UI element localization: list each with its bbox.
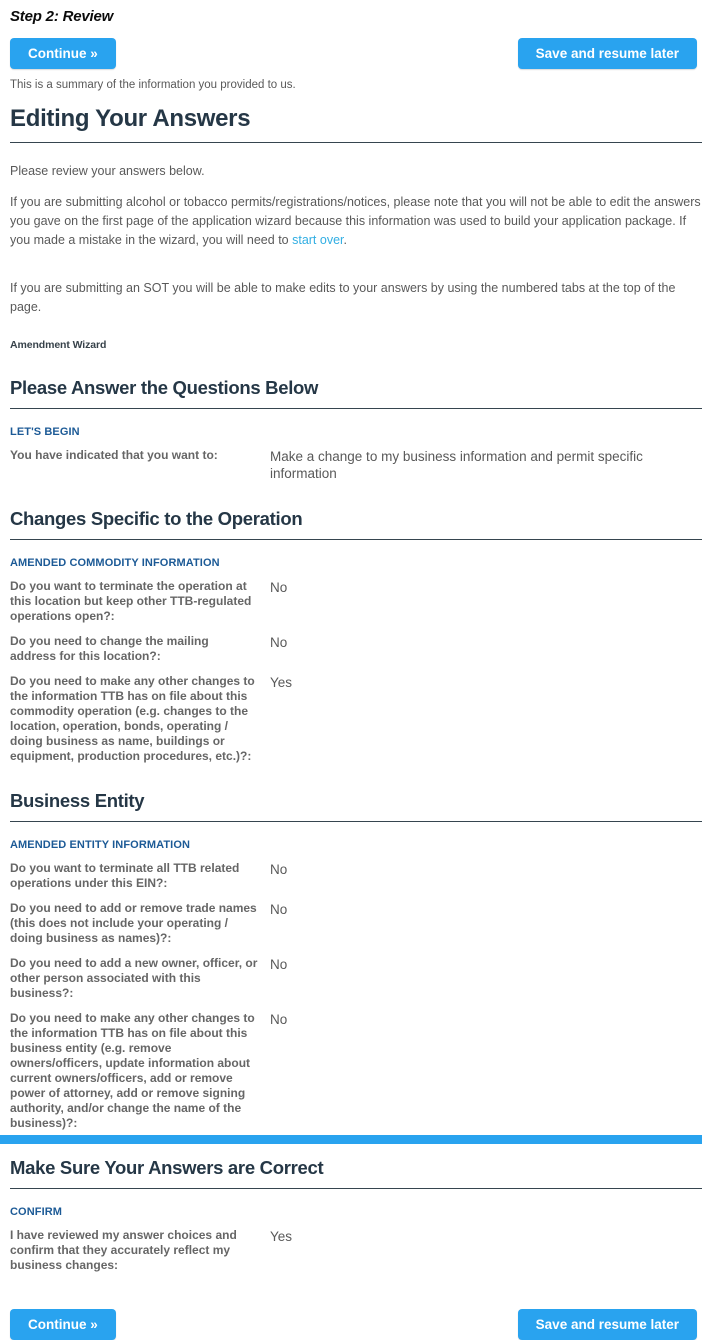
sot-paragraph: If you are submitting an SOT you will be able to make edits to your answers by using the numbered tabs at the top of the page. xyxy=(10,281,676,314)
answer-value: No xyxy=(270,580,288,595)
qa-row xyxy=(10,1228,697,1273)
title-divider xyxy=(10,142,702,143)
section-divider xyxy=(10,408,702,409)
answer-value: Yes xyxy=(270,1229,293,1244)
question-label: Do you need to add a new owner, officer, or other person associated with this business?: xyxy=(10,956,258,1000)
question-label: Do you need to make any other changes to the information TTB has on file about this business entity (e.g. remove owners/officers, update information about current owners/officers, add or remove power of attorney, add or remove signing authority, and/or change the name of the business)?: xyxy=(10,1011,255,1130)
summary-note: This is a summary of the information you provided to us. xyxy=(10,79,296,91)
question-label: You have indicated that you want to: xyxy=(10,448,218,462)
answer-value: Yes xyxy=(270,675,293,690)
qa-row xyxy=(10,1011,697,1131)
continue-button-top[interactable]: Continue » xyxy=(10,38,116,69)
qa-row xyxy=(10,901,697,946)
section-divider xyxy=(10,1188,702,1189)
edit-warning-paragraph xyxy=(10,193,702,250)
qa-row xyxy=(10,634,697,664)
section-heading-business-entity: Business Entity xyxy=(10,790,145,811)
edit-warning-text: If you are submitting alcohol or tobacco permits/registrations/notices, please note that you will not be able to edit the answers you gave on the first page of the application wizard because this information was used to build your application package. If you made a mistake in the wizard, you will need to xyxy=(10,195,701,247)
wizard-label: Amendment Wizard xyxy=(10,339,107,351)
subheading-amended-entity: AMENDED ENTITY INFORMATION xyxy=(10,839,191,851)
footer-accent-bar xyxy=(0,1135,702,1144)
subheading-amended-commodity: AMENDED COMMODITY INFORMATION xyxy=(10,557,220,569)
section-heading-operation: Changes Specific to the Operation xyxy=(10,508,303,529)
start-over-link[interactable]: start over xyxy=(292,233,344,247)
edit-warning-period: . xyxy=(343,233,347,247)
intro-text: Please review your answers below. xyxy=(10,164,205,178)
subheading-lets-begin: LET'S BEGIN xyxy=(10,426,80,438)
qa-row xyxy=(10,956,697,1001)
question-label: Do you need to change the mailing address for this location?: xyxy=(10,634,209,663)
answer-value: No xyxy=(270,1012,288,1027)
answer-value: No xyxy=(270,862,288,877)
answer-value: No xyxy=(270,635,288,650)
qa-row xyxy=(10,861,697,891)
answer-value: Make a change to my business information and permit specific information xyxy=(270,449,643,481)
top-button-row xyxy=(10,38,697,69)
save-resume-button-bottom[interactable]: Save and resume later xyxy=(518,1309,697,1340)
save-resume-button-top[interactable]: Save and resume later xyxy=(518,38,697,69)
section-heading-confirm: Make Sure Your Answers are Correct xyxy=(10,1157,324,1178)
step-label: Step 2: Review xyxy=(10,8,114,25)
bottom-button-row xyxy=(10,1309,697,1340)
continue-button-bottom[interactable]: Continue » xyxy=(10,1309,116,1340)
question-label: Do you need to add or remove trade names (this does not include your operating / doing business as names)?: xyxy=(10,901,257,945)
section-divider xyxy=(10,821,702,822)
qa-row xyxy=(10,579,697,624)
question-label: I have reviewed my answer choices and confirm that they accurately reflect my business changes: xyxy=(10,1228,237,1272)
answer-value: No xyxy=(270,902,288,917)
subheading-confirm: CONFIRM xyxy=(10,1206,63,1218)
section-heading-questions: Please Answer the Questions Below xyxy=(10,377,319,398)
qa-row xyxy=(10,448,697,482)
page-title: Editing Your Answers xyxy=(10,105,251,132)
answer-value: No xyxy=(270,957,288,972)
section-divider xyxy=(10,539,702,540)
qa-row xyxy=(10,674,697,764)
question-label: Do you want to terminate all TTB related operations under this EIN?: xyxy=(10,861,240,890)
question-label: Do you need to make any other changes to the information TTB has on file about this commodity operation (e.g. changes to the location, operation, bonds, operating / doing business as name, buildings or equipment, production procedures, etc.)?: xyxy=(10,674,255,763)
question-label: Do you want to terminate the operation at this location but keep other TTB-regulated operations open?: xyxy=(10,579,252,623)
